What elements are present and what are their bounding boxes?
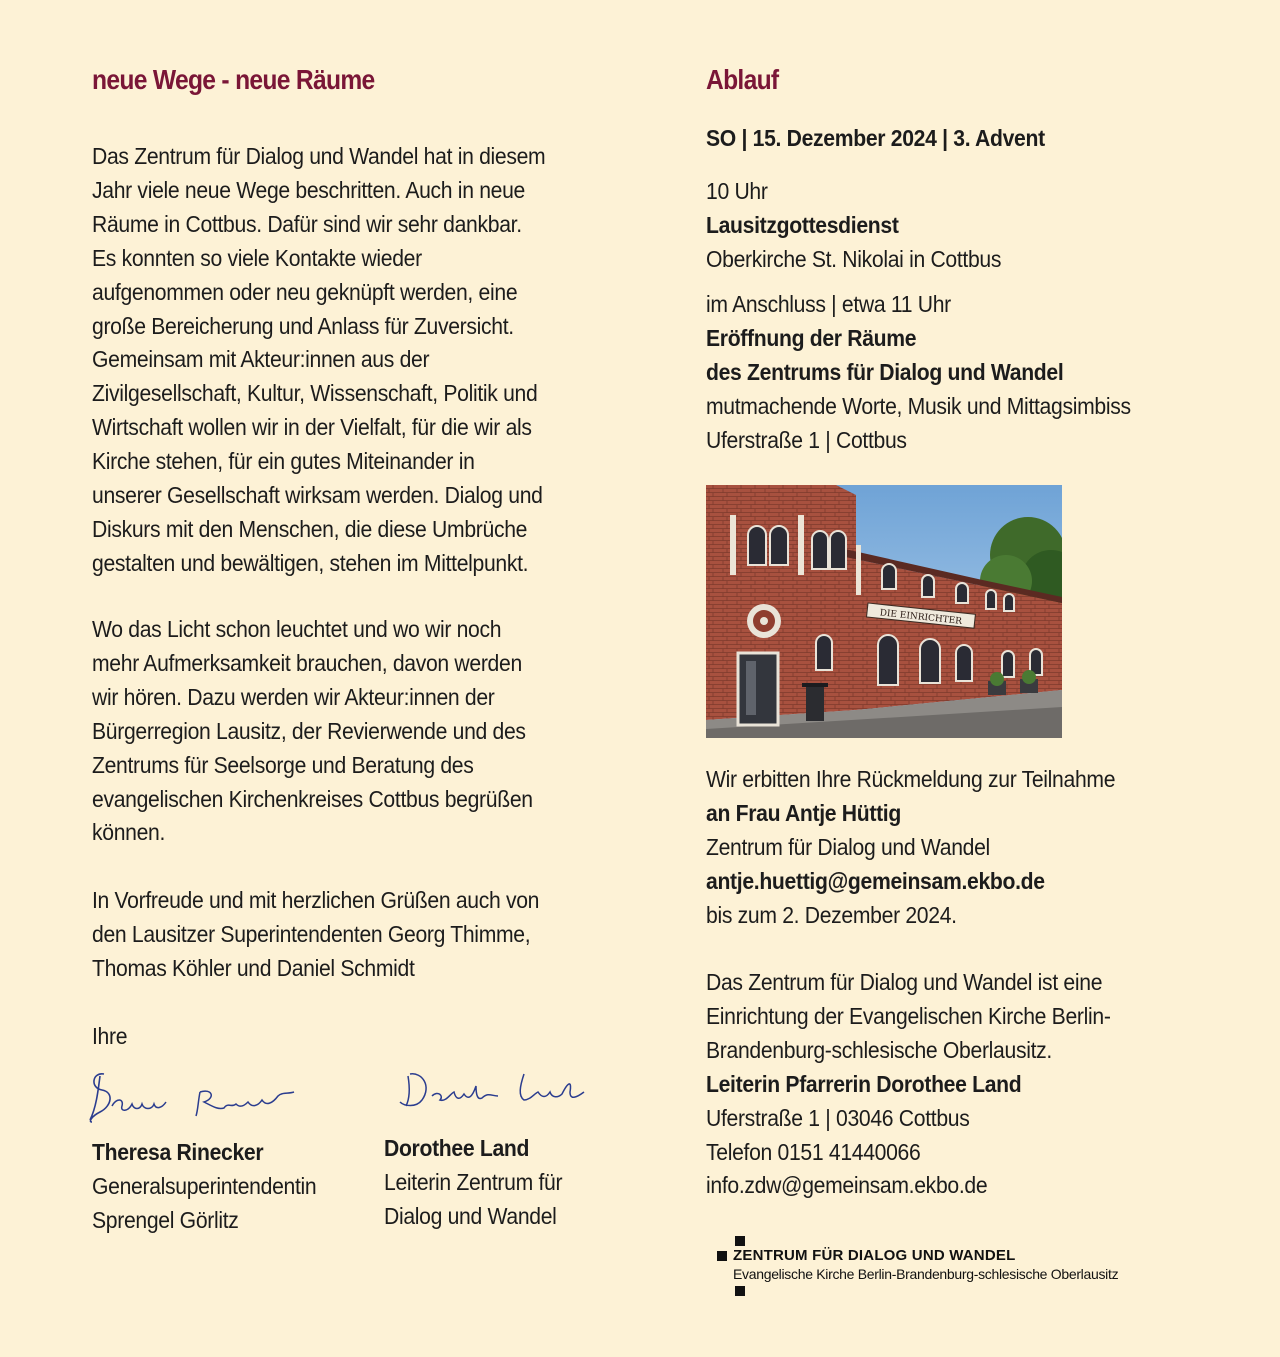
logo-square-bottom	[735, 1286, 745, 1296]
intro-line-8: Zivilgesellschaft, Kultur, Wissenschaft, Politik und	[92, 380, 538, 407]
building-sign-text: DIE EINRICHTER	[879, 608, 963, 627]
paragraph-licht	[92, 613, 533, 850]
signer-land-name: Dorothee Land	[384, 1135, 530, 1161]
licht-line-2: mehr Aufmerksamkeit brauchen, davon werden	[92, 649, 522, 676]
intro-line-5: aufgenommen oder neu geknüpft werden, eine	[92, 278, 518, 305]
signer-land-role: Leiterin Zentrum für	[384, 1168, 563, 1195]
about-email-link[interactable]: info.zdw@gemeinsam.ekbo.de	[706, 1172, 988, 1199]
closing-text: Ihre	[92, 1023, 128, 1049]
signer-land	[384, 1132, 562, 1234]
signer-rinecker-name: Theresa Rinecker	[92, 1139, 264, 1165]
signer-land-org: Dialog und Wandel	[384, 1202, 557, 1229]
about-leader: Leiterin Pfarrerin Dorothee Land	[706, 1070, 1022, 1097]
rsvp-email-link[interactable]: antje.huettig@gemeinsam.ekbo.de	[706, 867, 1045, 894]
logo-square-mid	[717, 1251, 727, 1261]
logo-title: ZENTRUM FÜR DIALOG UND WANDEL	[733, 1247, 1016, 1264]
about-line-2: Einrichtung der Evangelischen Kirche Berlin-	[706, 1002, 1111, 1029]
intro-line-3: Räume in Cottbus. Dafür sind wir sehr dankbar.	[92, 210, 522, 237]
about-line-3: Brandenburg-schlesische Oberlausitz.	[706, 1036, 1052, 1063]
greetings-line-1: In Vorfreude und mit herzlichen Grüßen auch von	[92, 887, 540, 913]
intro-line-2: Jahr viele neue Wege beschritten. Auch in neue	[92, 176, 525, 203]
signer-rinecker-region: Sprengel Görlitz	[92, 1206, 239, 1233]
intro-line-12: Diskurs mit den Menschen, die diese Umbrüche	[92, 515, 528, 542]
about-line-1: Das Zentrum für Dialog und Wandel ist eine	[706, 969, 1103, 995]
event1-time: 10 Uhr	[706, 178, 768, 204]
greetings-line-2: den Lausitzer Superintendenten Georg Thimme,	[92, 920, 531, 947]
heading-ablauf: Ablauf	[706, 64, 779, 95]
intro-line-9: Wirtschaft wollen wir in der Vielfalt, für die wir als	[92, 414, 532, 441]
event1-place: Oberkirche St. Nikolai in Cottbus	[706, 245, 1002, 272]
building-photo	[706, 485, 1062, 738]
about-address: Uferstraße 1 | 03046 Cottbus	[706, 1104, 970, 1131]
signer-rinecker-role: Generalsuperintendentin	[92, 1172, 317, 1199]
logo-square-top	[735, 1236, 745, 1246]
event1-title: Lausitzgottesdienst	[706, 211, 899, 238]
logo-subtitle: Evangelische Kirche Berlin-Brandenburg-schlesische Oberlausitz	[733, 1266, 1119, 1282]
event2-title-1: Eröffnung der Räume	[706, 324, 917, 351]
paragraph-greetings	[92, 884, 539, 986]
event2-address: Uferstraße 1 | Cottbus	[706, 426, 907, 453]
rsvp-request: Wir erbitten Ihre Rückmeldung zur Teilnahme	[706, 766, 1116, 792]
licht-line-7: können.	[92, 819, 166, 846]
licht-line-5: Zentrums für Seelsorge und Beratung des	[92, 751, 474, 778]
heading-neue-wege: neue Wege - neue Räume	[92, 64, 375, 95]
event2-time: im Anschluss | etwa 11 Uhr	[706, 291, 951, 317]
event-gottesdienst	[706, 175, 1001, 277]
about-block	[706, 966, 1111, 1203]
signer-rinecker	[92, 1136, 316, 1238]
intro-line-4: Es konnten so viele Kontakte wieder	[92, 244, 422, 271]
rsvp-block	[706, 763, 1115, 933]
licht-line-3: wir hören. Dazu werden wir Akteur:innen der	[92, 683, 495, 710]
about-phone[interactable]: Telefon 0151 41440066	[706, 1138, 921, 1165]
event-date: SO | 15. Dezember 2024 | 3. Advent	[706, 125, 1045, 151]
greetings-line-3: Thomas Köhler und Daniel Schmidt	[92, 954, 415, 981]
intro-line-7: Gemeinsam mit Akteur:innen aus der	[92, 346, 430, 373]
intro-line-10: Kirche stehen, für ein gutes Miteinander in	[92, 448, 475, 475]
intro-line-6: große Bereicherung und Anlass für Zuversicht.	[92, 312, 514, 339]
licht-line-1: Wo das Licht schon leuchtet und wo wir noch	[92, 616, 502, 642]
signature-land	[392, 1062, 592, 1122]
intro-line-1: Das Zentrum für Dialog und Wandel hat in diesem	[92, 143, 546, 169]
rsvp-contact: an Frau Antje Hüttig	[706, 799, 901, 826]
event2-description: mutmachende Worte, Musik und Mittagsimbiss	[706, 392, 1131, 419]
rsvp-org: Zentrum für Dialog und Wandel	[706, 833, 990, 860]
event2-title-2: des Zentrums für Dialog und Wandel	[706, 358, 1064, 385]
licht-line-4: Bürgerregion Lausitz, der Revierwende und des	[92, 717, 526, 744]
paragraph-intro	[92, 140, 545, 581]
signature-rinecker	[82, 1062, 302, 1132]
intro-line-11: unserer Gesellschaft wirksam werden. Dialog und	[92, 482, 543, 509]
rsvp-deadline: bis zum 2. Dezember 2024.	[706, 901, 957, 928]
intro-line-13: gestalten und bewältigen, stehen im Mittelpunkt.	[92, 549, 529, 576]
licht-line-6: evangelischen Kirchenkreises Cottbus begrüßen	[92, 785, 533, 812]
event-eroeffnung	[706, 288, 1131, 458]
